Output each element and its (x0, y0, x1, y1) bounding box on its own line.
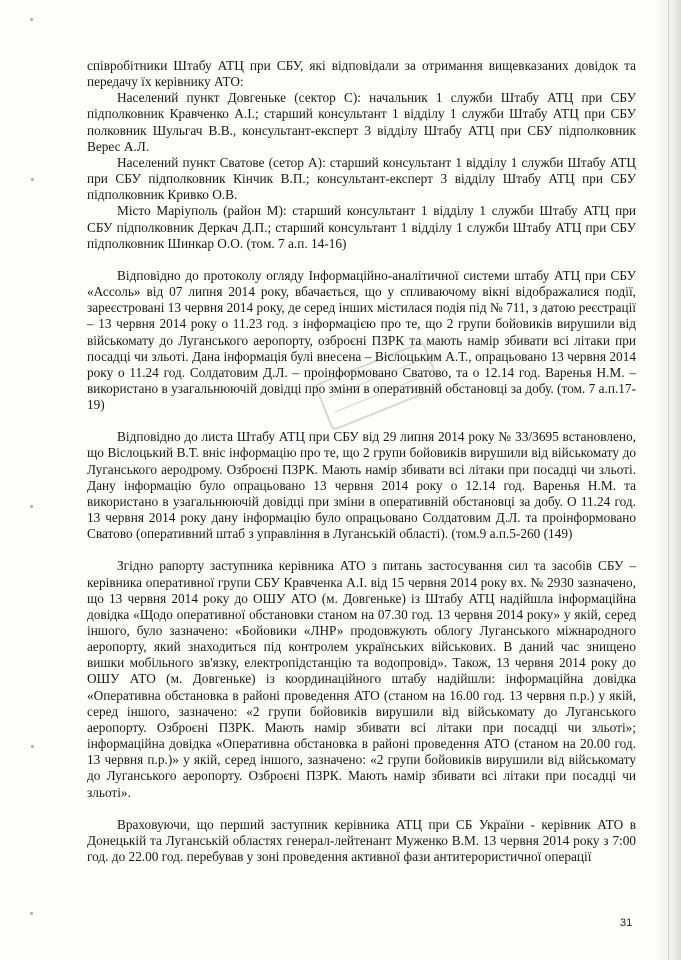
scan-speck (30, 18, 33, 21)
document-body (87, 58, 636, 865)
paragraph-assol-protocol: Відповідно до протоколу огляду Інформаційно-аналітичної системи штабу АТЦ при СБУ «Ассоль» від 07 липня 2014 року, вбачається, що у спливаючому вікні відображалися події, зареєстровані 13 червня 2014 року, де серед інших містилася подія під № 711, з датою реєстрації – 13 червня 2014 року о 11.23 год. з інформацією про те, що 2 групи бойовиків вирушили від військомату до Луганського аеропорту, озброєні ПЗРК та мають намір збивати всі літаки при посадці чи зльоті. Дана інформація булі внесена – Віслоцьким А.Т., опрацьовано 13 червня 2014 року о 11.24 год. Солдатовим Д.Л. – проінформовано Сватово, та о 12.14 год. Варенья Н.М. – використано в узагальнюючій довідці про зміни в оперативній обстановці за добу. (том. 7 а.п.17-19) (87, 267, 636, 413)
paragraph-letter-33-3695: Відповідно до листа Штабу АТЦ при СБУ від 29 липня 2014 року № 33/3695 встановлено, що Віслоцький В.Т. вніс інформацію про те, що 2 групи бойовиків вирушили від військомату до Луганського аеродрому. Озброєні ПЗРК. Мають намір збивати всі літаки при посадці чи зльоті. Дану інформацію було опрацьовано 13 червня 2014 року о 12.14 год. Варенья Н.М. та використано в узагальнюючій довідці при зміни в оперативній обстановці за добу. О 11.24 год. 13 червня 2014 року дану інформацію було опрацьовано Солдатовим Д.Л. та проінформовано Сватово (оперативний штаб з управління в Луганській області). (том.9 а.п.5-260 (149) (87, 429, 636, 542)
scan-speck (30, 912, 33, 915)
paragraph-svatove: Населений пункт Сватове (сетор А): старший консультант 1 відділу 1 служби Штабу АТЦ при СБУ підполковник Кінчик В.П.; консультант-експерт 3 відділу Штабу АТЦ при СБУ підполковник Кривко О.В. (87, 154, 636, 203)
scan-edge-line (668, 0, 669, 960)
scan-speck (30, 505, 33, 508)
paragraph-kravchenko-report: Згідно рапорту заступника керівника АТО з питань застосування сил та засобів СБУ – керівника оперативної групи СБУ Кравченка А.І. від 15 червня 2014 року вх. № 2930 зазначено, що 13 червня 2014 року до ОШУ АТО (м. Довгеньке) із Штабу АТЦ надійшла інформаційна довідка «Щодо оперативної обстановки станом на 07.30 год. 13 червня 2014 року» у якій, серед іншого, було зазначено: «Бойовики «ЛНР» продовжують облогу Луганського міжнародного аеропорту, який знаходиться під контролем українських військових. В даний час знищено вишки мобільного зв'язку, електропідстанцію та водопровід». Також, 13 червня 2014 року до ОШУ АТО (м. Довгеньке) із координаційного штабу надійшли: інформаційна довідка «Оперативна обстановка в районі проведення АТО (станом на 16.00 год. 13 червня п.р.) у якій, серед іншого, зазначено: «2 групи бойовиків вирушили від військомату до Луганського аеропорту. Озброєні ПЗРК. Мають намір збивати всі літаки при посадці чи зльоті»; інформаційна довідка «Оперативна обстановка в районі проведення АТО (станом на 20.00 год. 13 червня п.р.)» у якій, серед іншого, зазначено: «2 групи бойовиків вирушили від військомату до Луганського аеропорту. Озброєні ПЗРК. Мають намір збивати всі літаки при посадці чи зльоті». (87, 558, 636, 800)
paragraph-muzhenko: Враховуючи, що перший заступник керівника АТЦ при СБ України - керівник АТО в Донецькій та Луганській областях генерал-лейтенант Муженко В.М. 13 червня 2014 року з 7:00 год. до 22.00 год. перебував у зоні проведення активної фази антитерористичної операції (87, 816, 636, 865)
scan-speck (31, 745, 34, 748)
paragraph-dovhenke: Населений пункт Довгеньке (сектор С): начальник 1 служби Штабу АТЦ при СБУ підполковник Кравченко А.І.; старший консультант 1 відділу 1 служби Штабу АТЦ при СБУ полковник Шульгач В.В., консультант-експерт 3 відділу Штабу АТЦ при СБУ підполковник Верес А.Л. (87, 90, 636, 154)
paragraph-staff-list-intro: співробітники Штабу АТЦ при СБУ, які відповідали за отримання вищевказаних довідок та передачу їх керівнику АТО: (87, 58, 636, 90)
page-number: 31 (620, 917, 633, 929)
paragraph-mariupol: Місто Маріуполь (район М): старший консультант 1 відділу 1 служби Штабу АТЦ при СБУ підполковник Деркач Д.П.; старший консультант 1 відділу 1 служби Штабу АТЦ при СБУ підполковник Шинкар О.О. (том. 7 а.п. 14-16) (87, 203, 636, 251)
scan-speck (31, 178, 34, 181)
